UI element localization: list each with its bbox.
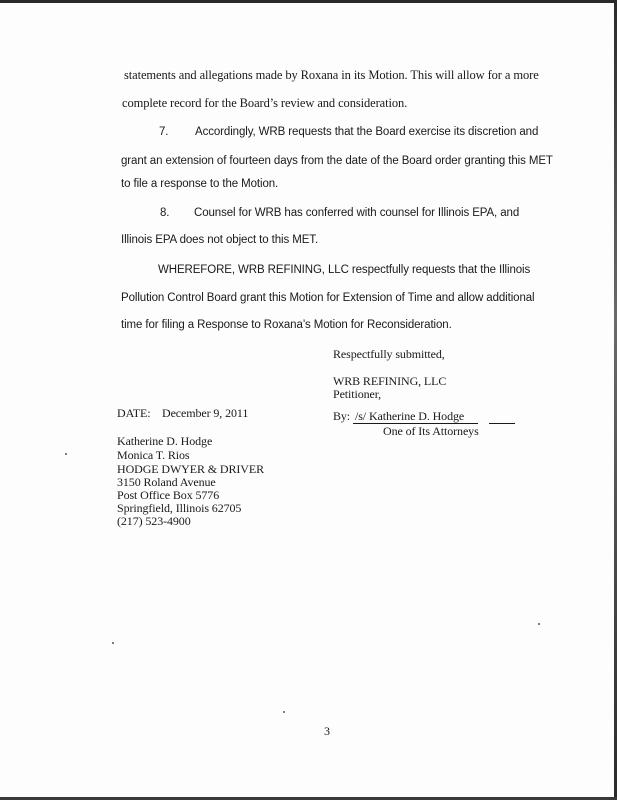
electronic-signature: /s/ Katherine D. Hodge — [355, 409, 465, 423]
paragraph-6-line-2: complete record for the Board’s review and consideration. — [122, 96, 408, 110]
scan-speck — [283, 711, 285, 713]
paragraph-6-line-1: statements and allegations made by Roxana in its Motion. This will allow for a more — [124, 68, 539, 82]
counsel-line: 3150 Roland Avenue — [117, 475, 216, 489]
paragraph-7-line-3: to file a response to the Motion. — [121, 178, 279, 190]
wherefore-line-2: Pollution Control Board grant this Motion for Extension of Time and allow additional — [121, 292, 535, 304]
counsel-line: HODGE DWYER & DRIVER — [117, 462, 264, 476]
date-label: DATE: — [117, 406, 151, 420]
counsel-line: Monica T. Rios — [117, 448, 190, 462]
counsel-line: Katherine D. Hodge — [117, 434, 213, 448]
counsel-line: Springfield, Illinois 62705 — [117, 501, 242, 515]
attorney-title: One of Its Attorneys — [383, 424, 479, 438]
scan-edge-top — [0, 0, 617, 3]
paragraph-8-number: 8. — [160, 207, 170, 219]
paragraph-7-number: 7. — [159, 126, 169, 138]
date-value: December 9, 2011 — [162, 406, 249, 420]
wherefore-line-3: time for filing a Response to Roxana’s Motion for Reconsideration. — [121, 319, 452, 331]
signature-line-tail — [489, 423, 515, 424]
party-role: Petitioner, — [333, 387, 382, 401]
by-label: By: — [333, 409, 351, 423]
paragraph-8-line-2: Illinois EPA does not object to this MET. — [121, 234, 319, 246]
scan-speck — [538, 623, 540, 625]
closing-salutation: Respectfully submitted, — [333, 347, 445, 361]
paragraph-8-line-1: Counsel for WRB has conferred with counsel for Illinois EPA, and — [194, 207, 520, 219]
scan-speck — [112, 642, 114, 644]
scan-speck — [65, 453, 67, 455]
counsel-line: (217) 523-4900 — [117, 514, 191, 528]
party-name: WRB REFINING, LLC — [333, 374, 447, 388]
wherefore-line-1: WHEREFORE, WRB REFINING, LLC respectfully requests that the Illinois — [158, 264, 531, 276]
counsel-line: Post Office Box 5776 — [117, 488, 220, 502]
page-number: 3 — [324, 724, 330, 738]
paragraph-7-line-1: Accordingly, WRB requests that the Board exercise its discretion and — [195, 126, 539, 138]
paragraph-7-line-2: grant an extension of fourteen days from the date of the Board order granting this MET — [121, 155, 553, 167]
